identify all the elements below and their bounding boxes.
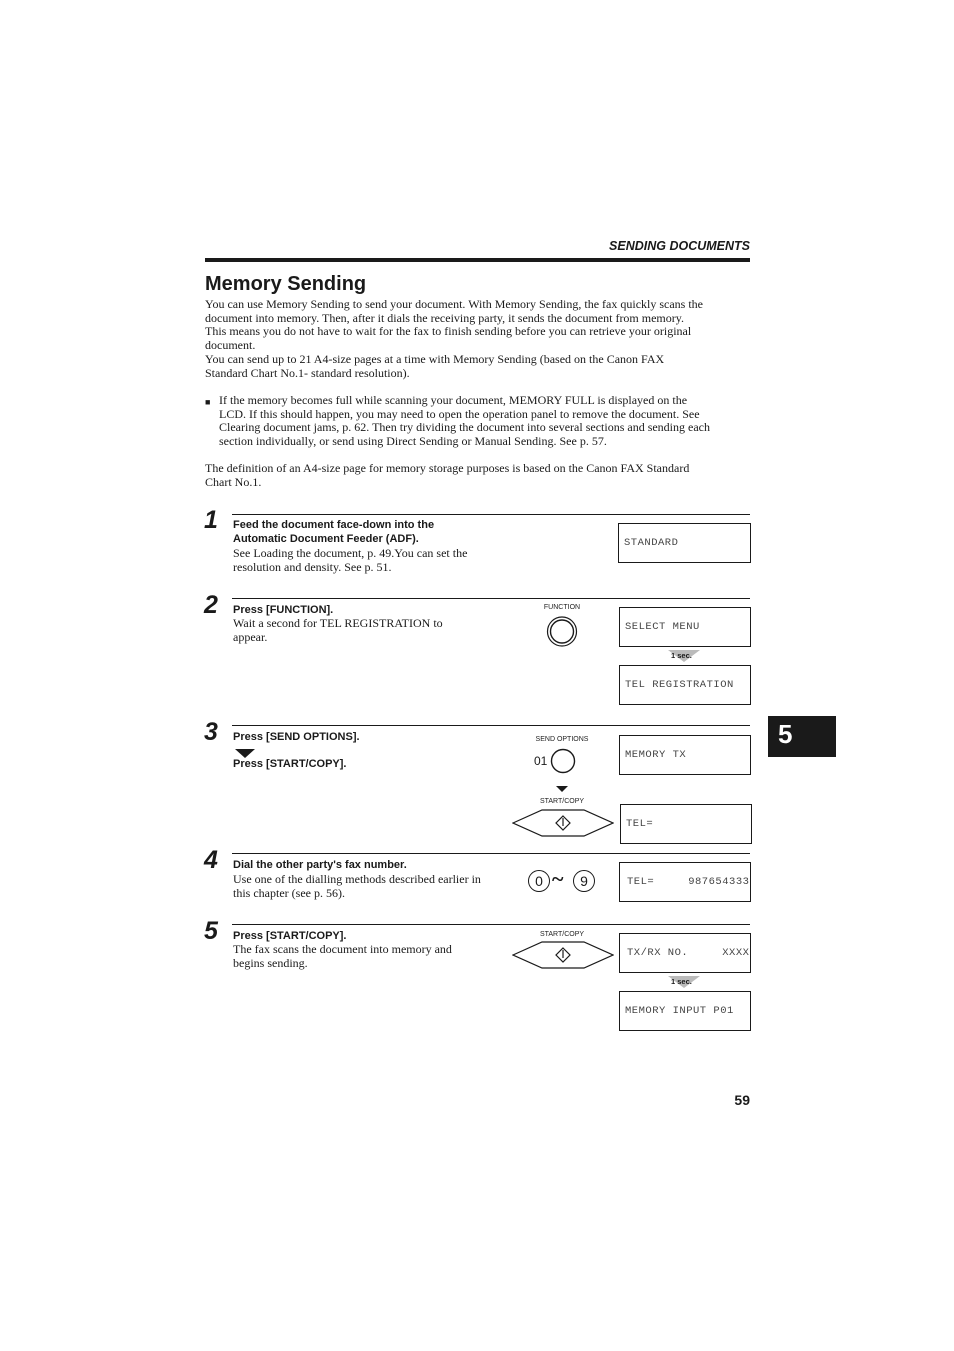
note-paragraph bbox=[219, 394, 754, 449]
lcd-display: SELECT MENU bbox=[619, 607, 751, 647]
text-line: Press [START/COPY]. bbox=[233, 930, 347, 942]
text-line: Feed the document face-down into the bbox=[233, 519, 435, 531]
text-line: You can use Memory Sending to send your document. With Memory Sending, the fax quickly scans the bbox=[205, 297, 704, 311]
start-copy-button-label: START/COPY bbox=[539, 931, 585, 938]
text-line: Press [FUNCTION]. bbox=[233, 604, 334, 616]
function-button[interactable] bbox=[546, 615, 578, 648]
text-line: Press [SEND OPTIONS]. bbox=[233, 731, 360, 743]
step-instruction bbox=[233, 731, 360, 745]
step-description bbox=[233, 943, 452, 970]
one-touch-number: 01 bbox=[534, 754, 548, 768]
text-line: The definition of an A4-size page for memory storage purposes is based on the Canon FAX Standard bbox=[205, 461, 690, 475]
text-line: Dial the other party's fax number. bbox=[233, 859, 407, 871]
step-description bbox=[233, 547, 467, 574]
delay-label: 1 sec. bbox=[671, 977, 692, 986]
section-header: SENDING DOCUMENTS bbox=[609, 239, 750, 253]
key-9-button[interactable]: 9 bbox=[573, 870, 595, 892]
page-number: 59 bbox=[734, 1092, 750, 1108]
step-number: 4 bbox=[204, 846, 218, 874]
text-line: Chart No.1. bbox=[205, 474, 262, 489]
range-tilde: ~ bbox=[552, 866, 564, 891]
send-options-button-label: SEND OPTIONS bbox=[535, 736, 589, 743]
text-line: Clearing document jams, p. 62. Then try dividing the document into several sections and sending each bbox=[219, 420, 710, 435]
text-line: appear. bbox=[233, 629, 268, 644]
send-options-button[interactable] bbox=[549, 747, 577, 775]
down-arrow-icon bbox=[556, 786, 568, 792]
step-divider bbox=[232, 598, 750, 599]
text-line: Press [START/COPY]. bbox=[233, 758, 347, 770]
lcd-display: TEL= 987654333 bbox=[619, 862, 751, 902]
step-number: 2 bbox=[204, 591, 218, 619]
text-line: document. bbox=[205, 338, 256, 353]
text-line: See Loading the document, p. 49.You can set the bbox=[233, 546, 468, 560]
step-description bbox=[233, 617, 443, 644]
text-line: You can send up to 21 A4-size pages at a time with Memory Sending (based on the Canon FAX bbox=[205, 351, 665, 366]
step-description bbox=[233, 873, 481, 900]
start-copy-button[interactable] bbox=[512, 808, 614, 838]
key-0-button[interactable]: 0 bbox=[528, 870, 550, 892]
text-line: Standard Chart No.1- standard resolution). bbox=[205, 365, 410, 380]
header-rule bbox=[205, 258, 750, 262]
text-line: document into memory. Then, after it dials the receiving party, it sends the document from memory. bbox=[205, 310, 684, 325]
start-copy-button[interactable] bbox=[512, 940, 614, 970]
step-divider bbox=[232, 924, 750, 925]
chapter-tab: 5 bbox=[768, 716, 836, 757]
text-line: The fax scans the document into memory and bbox=[233, 942, 452, 956]
step-divider bbox=[232, 514, 750, 515]
text-line: resolution and density. See p. 51. bbox=[233, 559, 392, 574]
step-number: 5 bbox=[204, 917, 218, 945]
text-line: begins sending. bbox=[233, 955, 308, 970]
text-line: This means you do not have to wait for the fax to finish sending before you can retrieve your original bbox=[205, 324, 692, 339]
step-instruction bbox=[233, 859, 407, 873]
step-number: 1 bbox=[204, 506, 218, 534]
intro-paragraph bbox=[205, 298, 750, 380]
text-line: Wait a second for TEL REGISTRATION to bbox=[233, 616, 443, 630]
lcd-display: STANDARD bbox=[618, 523, 751, 563]
bullet-icon: ■ bbox=[205, 397, 211, 407]
text-line: If the memory becomes full while scanning your document, MEMORY FULL is displayed on the bbox=[219, 393, 688, 407]
definition-paragraph bbox=[205, 462, 750, 489]
start-copy-button-label: START/COPY bbox=[539, 798, 585, 805]
step-divider bbox=[232, 853, 750, 854]
text-line: section individually, or send using Direct Sending or Manual Sending. See p. 57. bbox=[219, 434, 607, 449]
next-step-arrow-icon bbox=[235, 749, 255, 758]
lcd-display: TEL REGISTRATION bbox=[619, 665, 751, 705]
text-line: this chapter (see p. 56). bbox=[233, 885, 345, 900]
delay-label: 1 sec. bbox=[671, 651, 692, 660]
lcd-display: MEMORY INPUT P01 bbox=[619, 991, 751, 1031]
text-line: Use one of the dialling methods described earlier in bbox=[233, 872, 481, 886]
step-instruction bbox=[233, 758, 347, 772]
text-line: Automatic Document Feeder (ADF). bbox=[233, 532, 419, 545]
lcd-display: MEMORY TX bbox=[619, 735, 751, 775]
step-divider bbox=[232, 725, 750, 726]
step-instruction bbox=[233, 519, 434, 546]
text-line: LCD. If this should happen, you may need to open the operation panel to remove the document. See bbox=[219, 406, 700, 421]
function-button-label: FUNCTION bbox=[543, 604, 581, 611]
lcd-display: TX/RX NO. XXXX bbox=[619, 933, 751, 973]
step-number: 3 bbox=[204, 718, 218, 746]
lcd-display: TEL= bbox=[620, 804, 752, 844]
page-title: Memory Sending bbox=[205, 273, 367, 295]
